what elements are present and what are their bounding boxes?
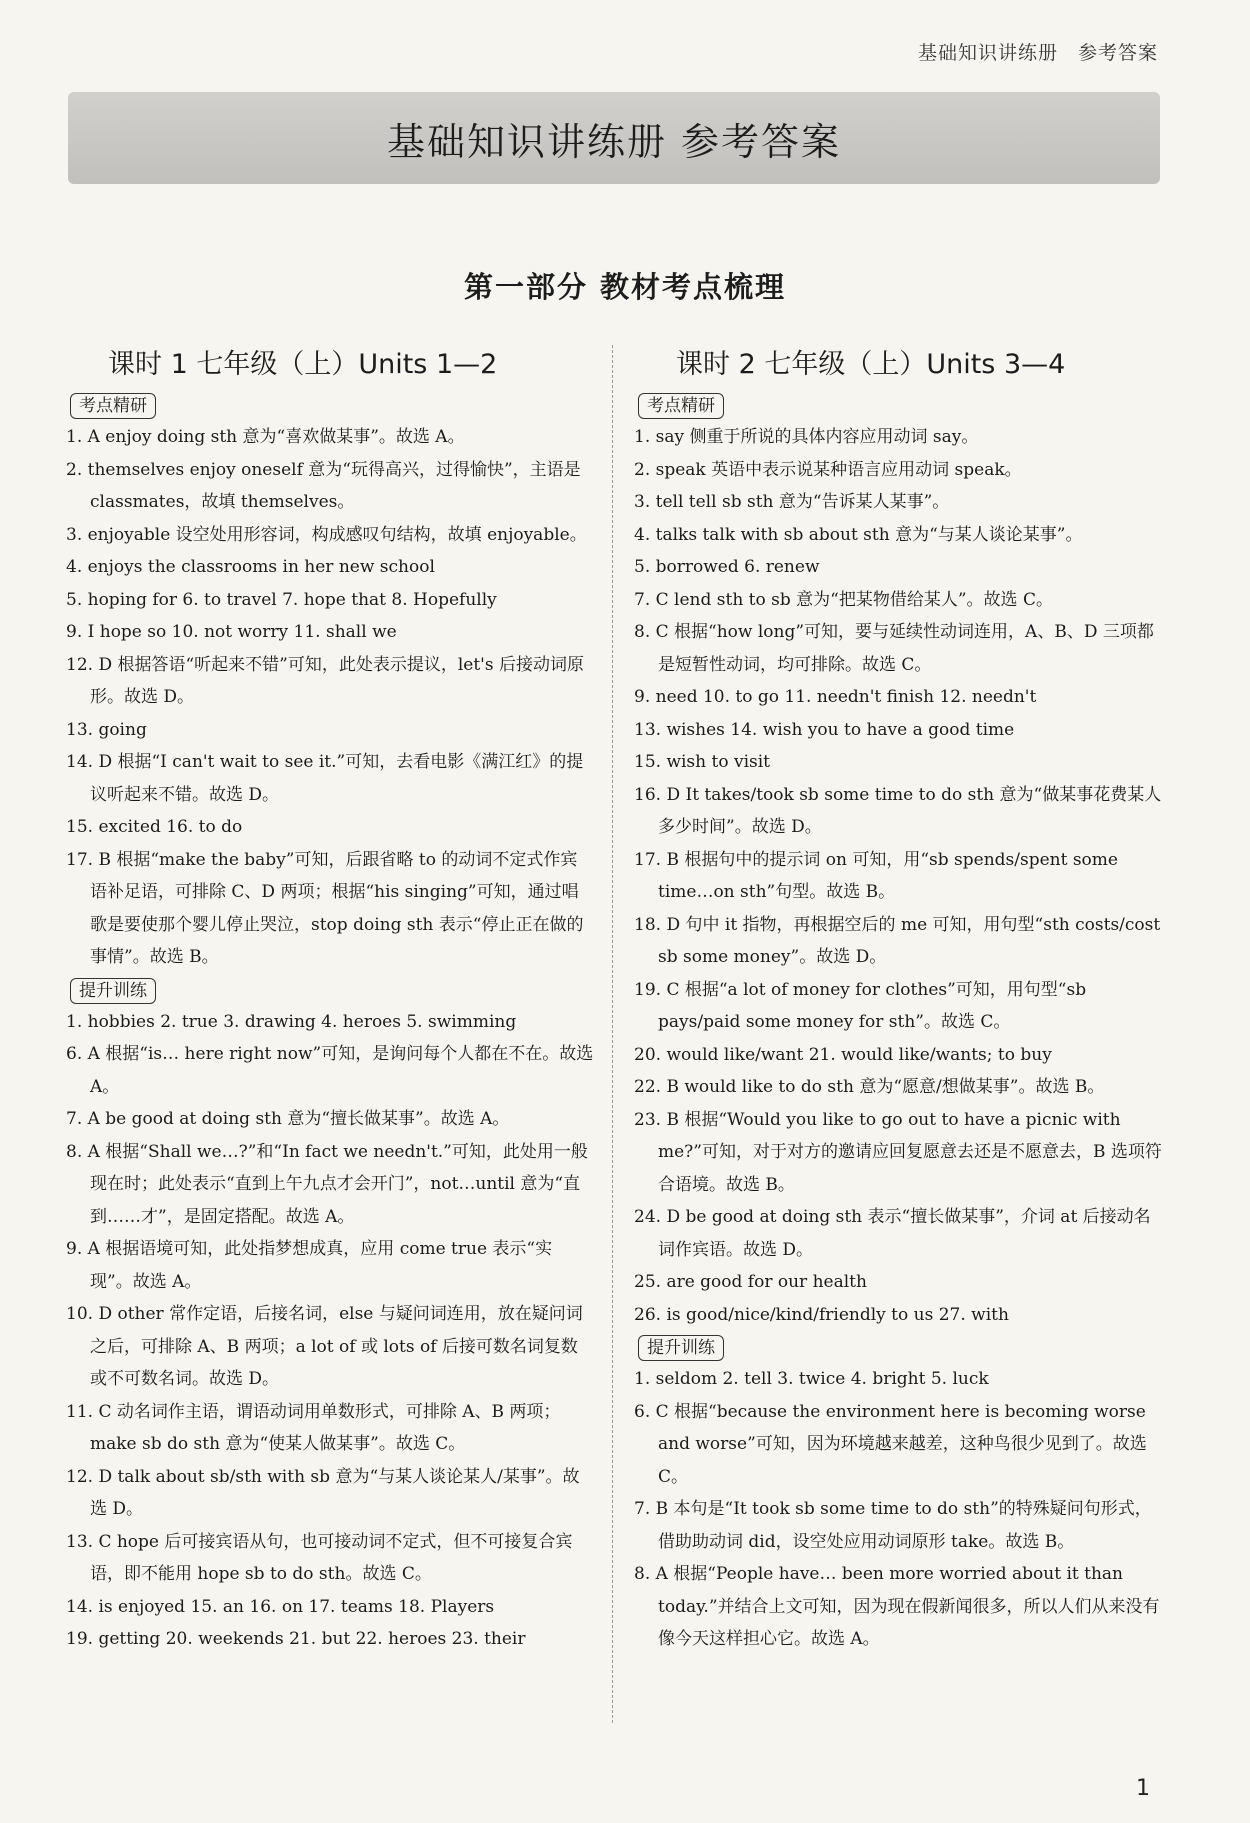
right-practice-list: [634, 1363, 1162, 1656]
list-item: 9. I hope so 10. not worry 11. shall we: [66, 622, 397, 642]
list-item: 4. talks talk with sb about sth 意为“与某人谈论某事”。: [634, 524, 1083, 545]
list-item: 17. B 根据“make the baby”可知，后跟省略 to 的动词不定式作宾语补足语，可排除 C、D 两项；根据“his singing”可知，通过唱歌是要使那个婴儿停止哭泣，stop doing sth 表示“停止正在做的事情”。故选 B。: [66, 849, 584, 967]
list-item: 1. hobbies 2. true 3. drawing 4. heroes 5. swimming: [66, 1011, 517, 1032]
list-item: 3. tell tell sb sth 意为“告诉某人某事”。: [634, 492, 950, 512]
banner-title: 基础知识讲练册 参考答案: [386, 119, 842, 164]
left-column: [66, 342, 594, 1656]
list-item: 12. D talk about sb/sth with sb 意为“与某人谈论某人/某事”。故选 D。: [66, 1466, 580, 1519]
list-item: 20. would like/want 21. would like/wants; to buy: [634, 1044, 1052, 1065]
list-item: 13. wishes 14. wish you to have a good time: [634, 719, 1015, 740]
list-item: 5. hoping for 6. to travel 7. hope that 8. Hopefully: [66, 589, 497, 610]
list-item: 10. D other 常作定语，后接名词，else 与疑问词连用，放在疑问词之后，可排除 A、B 两项；a lot of 或 lots of 后接可数名词复数或不可数名词。故选 D。: [66, 1304, 583, 1389]
list-item: 8. A 根据“People have… been more worried about it than today.”并结合上文可知，因为现在假新闻很多，所以人们从来没有像今天这样担心它。故选 A。: [634, 1564, 1160, 1649]
list-item: 26. is good/nice/kind/friendly to us 27. with: [634, 1304, 1009, 1325]
list-item: 1. seldom 2. tell 3. twice 4. bright 5. luck: [634, 1369, 989, 1389]
list-item: 19. C 根据“a lot of money for clothes”可知，用句型“sb pays/paid some money for sth”。故选 C。: [634, 979, 1087, 1032]
list-item: 9. A 根据语境可知，此处指梦想成真，应用 come true 表示“实现”。故选 A。: [66, 1239, 553, 1292]
list-item: 12. D 根据答语“听起来不错”可知，此处表示提议，let's 后接动词原形。故选 D。: [66, 654, 584, 707]
left-section-tag-practice: 提升训练: [70, 978, 156, 1004]
left-practice-list: [66, 1006, 594, 1656]
list-item: 19. getting 20. weekends 21. but 22. heroes 23. their: [66, 1629, 526, 1649]
lesson-1-title: 课时 1 七年级（上）Units 1—2: [108, 349, 498, 380]
list-item: 16. D It takes/took sb some time to do sth 意为“做某事花费某人多少时间”。故选 D。: [634, 784, 1162, 837]
part-title: 第一部分 教材考点梳理: [463, 270, 787, 304]
list-item: 7. A be good at doing sth 意为“擅长做某事”。故选 A。: [66, 1109, 510, 1129]
list-item: 6. A 根据“is… here right now”可知，是询问每个人都在不在。故选 A。: [66, 1044, 594, 1097]
list-item: 8. A 根据“Shall we…?”和“In fact we needn't.”可知，此处用一般现在时；此处表示“直到上午九点才会开门”，not…until 意为“直到……才”，是固定搭配。故选 A。: [66, 1141, 588, 1227]
list-item: 4. enjoys the classrooms in her new school: [66, 557, 435, 577]
list-item: 17. B 根据句中的提示词 on 可知，用“sb spends/spent some time…on sth”句型。故选 B。: [634, 849, 1118, 902]
list-item: 15. wish to visit: [634, 752, 771, 772]
list-item: 2. themselves enjoy oneself 意为“玩得高兴，过得愉快”，主语是 classmates，故填 themselves。: [66, 459, 581, 512]
title-banner: [68, 92, 1160, 184]
left-study-list: [66, 421, 594, 974]
list-item: 23. B 根据“Would you like to go out to have a picnic with me?”可知，对于对方的邀请应回复愿意去还是不愿意去，B 选项符合语境。故选 B。: [634, 1109, 1162, 1195]
running-header-section: 参考答案: [1077, 42, 1158, 64]
list-item: 14. D 根据“I can't wait to see it.”可知，去看电影《满江红》的提议听起来不错。故选 D。: [66, 752, 584, 805]
list-item: 22. B would like to do sth 意为“愿意/想做某事”。故选 B。: [634, 1077, 1105, 1097]
list-item: 2. speak 英语中表示说某种语言应用动词 speak。: [634, 459, 1022, 480]
running-header-book: 基础知识讲练册: [917, 42, 1058, 64]
left-section-tag-study: 考点精研: [70, 393, 156, 419]
list-item: 7. B 本句是“It took sb some time to do sth”的特殊疑问句形式，借助助动词 did，设空处应用动词原形 take。故选 B。: [634, 1499, 1152, 1552]
list-item: 6. C 根据“because the environment here is becoming worse and worse”可知，因为环境越来越差，这种鸟很少见到了。故选 C。: [634, 1401, 1147, 1487]
lesson-2-title: 课时 2 七年级（上）Units 3—4: [676, 349, 1066, 380]
list-item: 1. say 侧重于所说的具体内容应用动词 say。: [634, 427, 979, 447]
list-item: 11. C 动名词作主语，谓语动词用单数形式，可排除 A、B 两项；make sb do sth 意为“使某人做某事”。故选 C。: [66, 1401, 561, 1454]
list-item: 13. C hope 后可接宾语从句，也可接动词不定式，但不可接复合宾语，即不能用 hope sb to do sth。故选 C。: [66, 1531, 573, 1584]
list-item: 3. enjoyable 设空处用形容词，构成感叹句结构，故填 enjoyable。: [66, 524, 587, 545]
column-divider: [612, 345, 614, 1723]
right-column: [634, 342, 1162, 1656]
right-study-list: [634, 421, 1162, 1331]
list-item: 14. is enjoyed 15. an 16. on 17. teams 18. Players: [66, 1596, 495, 1617]
list-item: 9. need 10. to go 11. needn't finish 12. needn't: [634, 687, 1037, 707]
list-item: 24. D be good at doing sth 表示“擅长做某事”，介词 at 后接动名词作宾语。故选 D。: [634, 1207, 1151, 1260]
list-item: 8. C 根据“how long”可知，要与延续性动词连用，A、B、D 三项都是短暂性动词，均可排除。故选 C。: [634, 622, 1154, 675]
list-item: 15. excited 16. to do: [66, 817, 243, 837]
list-item: 18. D 句中 it 指物，再根据空后的 me 可知，用句型“sth costs/cost sb some money”。故选 D。: [634, 914, 1161, 967]
list-item: 25. are good for our health: [634, 1272, 867, 1292]
list-item: 1. A enjoy doing sth 意为“喜欢做某事”。故选 A。: [66, 427, 465, 447]
right-section-tag-practice: 提升训练: [638, 1335, 724, 1361]
running-header: [918, 38, 1158, 65]
list-item: 5. borrowed 6. renew: [634, 557, 820, 577]
list-item: 13. going: [66, 719, 147, 740]
right-section-tag-study: 考点精研: [638, 393, 724, 419]
page-number: 1: [1136, 1776, 1150, 1801]
list-item: 7. C lend sth to sb 意为“把某物借给某人”。故选 C。: [634, 589, 1053, 610]
